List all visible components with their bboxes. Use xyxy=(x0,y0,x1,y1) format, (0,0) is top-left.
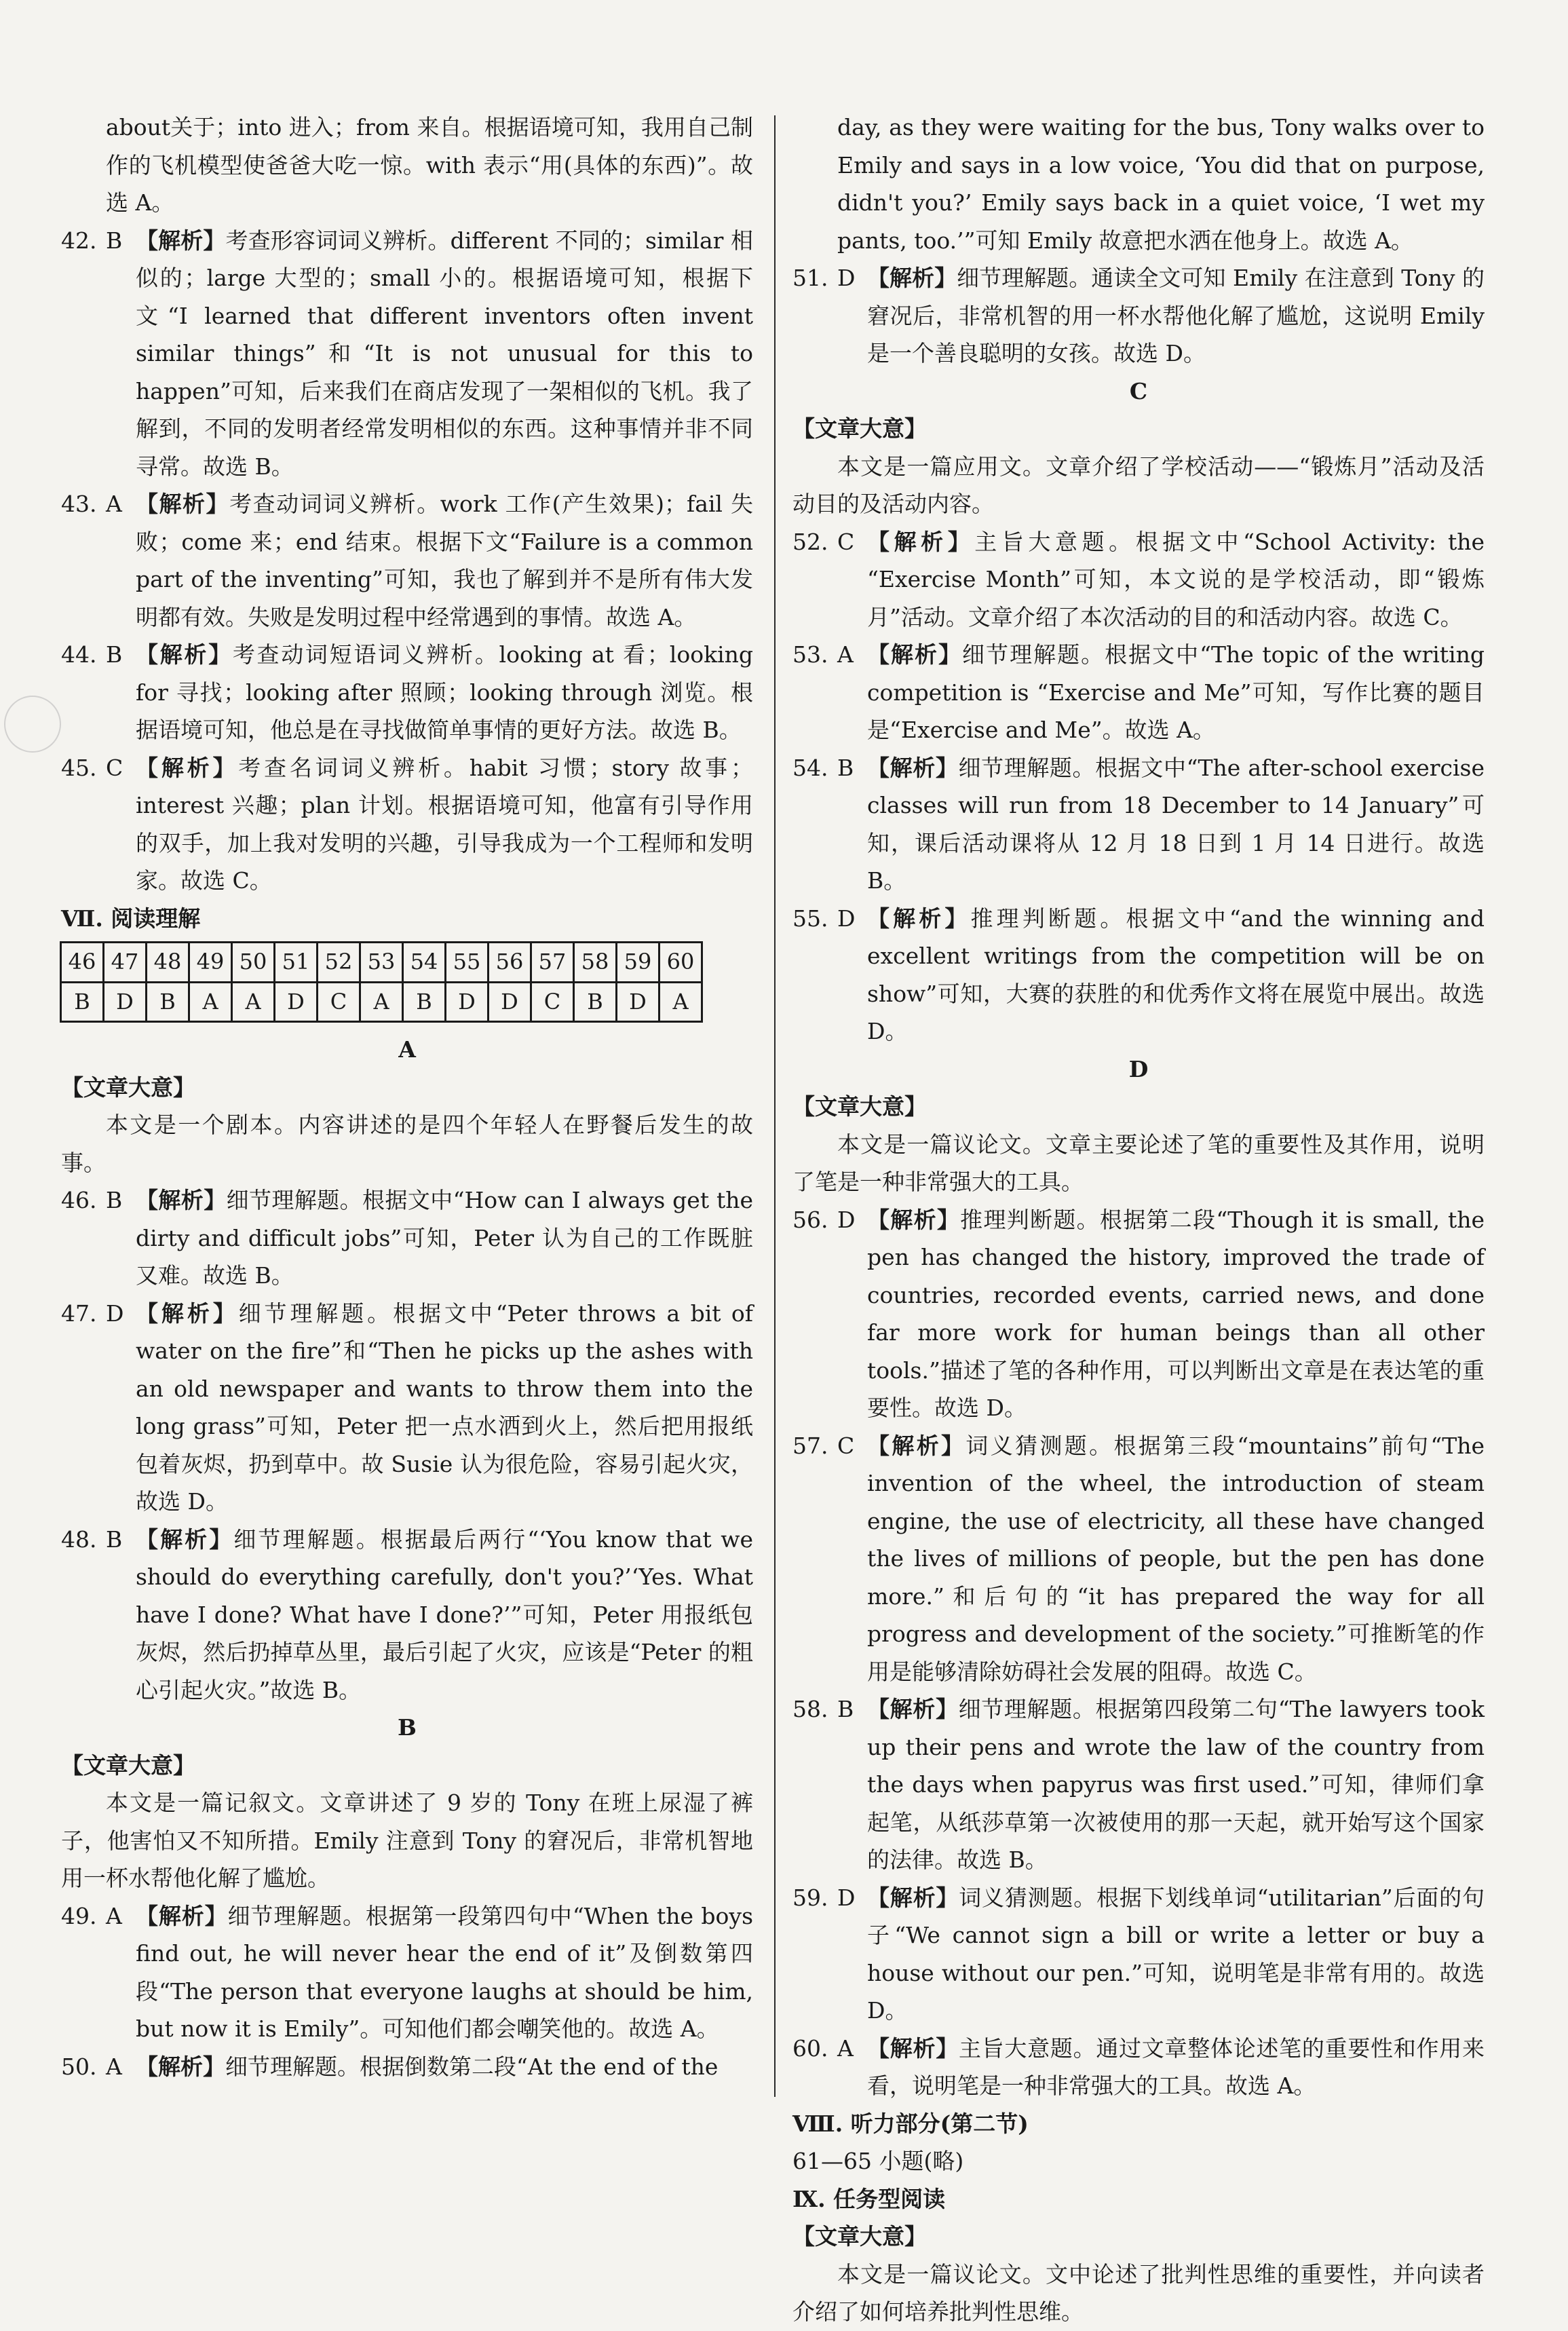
answer-letter: B xyxy=(106,1525,123,1553)
grid-number: 58 xyxy=(574,943,617,983)
analysis-text: 推理判断题。根据文中“and the winning and excellent writings from the competition will be on show”可知，大赛的获胜的和优秀作文将在展览中展出。故选 D。 xyxy=(867,905,1485,1044)
grid-answer: C xyxy=(318,982,360,1022)
grid-answer: A xyxy=(659,982,702,1022)
analysis-tag: 【解析】 xyxy=(136,1525,234,1553)
analysis-text: 细节理解题。通读全文可知 Emily 在注意到 Tony 的窘况后，非常机智的用一杯水帮他化解了尴尬，这说明 Emily 是一个善良聪明的女孩。故选 D。 xyxy=(867,265,1485,366)
grid-answer: A xyxy=(232,982,275,1022)
question-number: 57. xyxy=(792,1432,828,1459)
question-54 xyxy=(792,749,1485,900)
grid-answer: D xyxy=(446,982,489,1022)
answer-letter: D xyxy=(837,1206,856,1233)
analysis-text: 细节理解题。根据文中“Peter throws a bit of water on the fire”和“Then he picks up the ashes with an old newspaper and wants to throw them into the long grass”可知，Peter 把一点水洒到火上，然后把用报纸包着灰烬，扔到草中。故 Susie 认为很危险，容易引起火灾，故选 D。 xyxy=(136,1300,753,1515)
left-column xyxy=(61,109,753,2085)
analysis-text: 考查动词短语词义辨析。looking at 看；looking for 寻找；looking after 照顾；looking through 浏览。根据语境可知，他总是在寻找做简单事情的更好方法。故选 B。 xyxy=(136,641,753,743)
section-task-reading-heading: Ⅸ. 任务型阅读 xyxy=(792,2185,946,2212)
question-number: 43. xyxy=(61,491,97,517)
question-48 xyxy=(61,1521,753,1709)
analysis-tag: 【解析】 xyxy=(136,754,239,781)
analysis-text: 考查形容词词义辨析。different 不同的；similar 相似的；large 大型的；small 小的。根据语境可知，根据下文“I learned that different inventors often invent similar things”和“It is not unusual for this to happen”可知，后来我们在商店发现了一架相似的飞机。我了解到，不同的发明者经常发明相似的东西。这种事情并非不同寻常。故选 B。 xyxy=(136,227,753,480)
answer-letter: D xyxy=(837,1884,856,1911)
question-46 xyxy=(61,1181,753,1295)
grid-number: 46 xyxy=(61,943,104,983)
grid-number: 52 xyxy=(318,943,360,983)
grid-number: 55 xyxy=(446,943,489,983)
question-43 xyxy=(61,485,753,636)
question-44 xyxy=(61,636,753,749)
question-number: 53. xyxy=(792,641,828,668)
analysis-text: 推理判断题。根据第二段“Though it is small, the pen has changed the history, improved the trade of countries, recorded events, carried news, and done far more work for human beings than all other tools.”描述了笔的各种作用，可以判断出文章是在表达笔的重要性。故选 D。 xyxy=(867,1206,1485,1421)
part-a-heading: A xyxy=(398,1036,416,1063)
grid-answer: B xyxy=(61,982,104,1022)
answer-letter: C xyxy=(837,1432,855,1459)
analysis-tag: 【解析】 xyxy=(136,2053,225,2080)
summary-text: 本文是一篇议论文。文中论述了批判性思维的重要性，并向读者介绍了如何培养批判性思维。 xyxy=(792,2260,1485,2325)
question-49 xyxy=(61,1897,753,2048)
question-number: 47. xyxy=(61,1300,97,1327)
grid-number: 57 xyxy=(531,943,574,983)
grid-number: 49 xyxy=(189,943,232,983)
grid-answer: D xyxy=(104,982,147,1022)
summary-heading: 【文章大意】 xyxy=(792,2223,927,2250)
question-number: 58. xyxy=(792,1696,828,1722)
grid-number: 56 xyxy=(489,943,531,983)
analysis-text: 细节理解题。根据第一段第四句中“When the boys find out, he will never hear the end of it”及倒数第四段“The person that everyone laughs at should be him, but now it is Emily”。可知他们都会嘲笑他的。故选 A。 xyxy=(136,1902,754,2042)
analysis-text: 考查名词词义辨析。habit 习惯；story 故事；interest 兴趣；plan 计划。根据语境可知，他富有引导作用的双手，加上我对发明的兴趣，引导我成为一个工程师和发明家。故选 C。 xyxy=(136,754,753,894)
analysis-tag: 【解析】 xyxy=(867,1432,966,1459)
question-number: 48. xyxy=(61,1525,97,1553)
grid-answer: A xyxy=(360,982,403,1022)
answer-letter: B xyxy=(106,227,123,254)
question-number: 46. xyxy=(61,1187,97,1213)
part-c-heading: C xyxy=(1129,377,1148,404)
question-45 xyxy=(61,749,753,900)
summary-text: 本文是一篇记叙文。文章讲述了 9 岁的 Tony 在班上尿湿了裤子，他害怕又不知所措。Emily 注意到 Tony 的窘况后，非常机智地用一杯水帮他化解了尴尬。 xyxy=(61,1789,753,1891)
question-number: 49. xyxy=(61,1902,97,1929)
analysis-tag: 【解析】 xyxy=(867,1884,959,1911)
analysis-text: 细节理解题。根据文中“The topic of the writing competition is “Exercise and Me”可知，写作比赛的题目是“Exercise and Me”。故选 A。 xyxy=(867,641,1485,743)
analysis-tag: 【解析】 xyxy=(867,265,957,291)
analysis-tag: 【解析】 xyxy=(867,2034,959,2062)
analysis-text: 词义猜测题。根据第三段“mountains”前句“The invention of the wheel, the introduction of steam engine, the use of electricity, all these have changed the lives of millions of people, but the pen has done more.”和后句的“it has prepared the way for all progress and development of the society.”可推断笔的作用是能够清除妨碍社会发展的阻碍。故选 C。 xyxy=(867,1432,1485,1685)
analysis-tag: 【解析】 xyxy=(136,1187,227,1213)
grid-answer: B xyxy=(403,982,446,1022)
answer-letter: D xyxy=(106,1300,124,1327)
question-60 xyxy=(792,2030,1485,2105)
analysis-tag: 【解析】 xyxy=(867,528,975,555)
grid-number: 60 xyxy=(659,943,702,983)
summary-text: 本文是一篇议论文。文章主要论述了笔的重要性及其作用，说明了笔是一种非常强大的工具。 xyxy=(792,1131,1485,1195)
grid-number: 54 xyxy=(403,943,446,983)
question-number: 44. xyxy=(61,641,97,668)
section-listening-heading: Ⅷ. 听力部分(第二节) xyxy=(792,2110,1029,2137)
analysis-tag: 【解析】 xyxy=(867,641,963,668)
part-b-heading: B xyxy=(398,1714,417,1741)
question-number: 55. xyxy=(792,905,828,932)
summary-heading: 【文章大意】 xyxy=(61,1074,195,1101)
grid-number: 51 xyxy=(275,943,318,983)
question-50-continued: day, as they were waiting for the bus, Tony walks over to Emily and says in a low voice, ‘You did that on purpose, didn't you?’ Emily says back in a quiet voice, ‘I wet my pants, too.’”可知 Emily 故意把水洒在他身上。故选 A。 xyxy=(837,114,1485,254)
question-51 xyxy=(792,259,1485,373)
question-number: 45. xyxy=(61,754,97,781)
column-divider xyxy=(774,115,776,2097)
question-59 xyxy=(792,1879,1485,2030)
grid-number: 53 xyxy=(360,943,403,983)
question-55 xyxy=(792,900,1485,1050)
answer-letter: A xyxy=(106,1902,122,1929)
answer-letter: D xyxy=(837,905,856,932)
grid-number: 47 xyxy=(104,943,147,983)
grid-answer: D xyxy=(617,982,659,1022)
analysis-tag: 【解析】 xyxy=(136,1902,228,1929)
summary-heading: 【文章大意】 xyxy=(792,415,927,442)
answer-grid-numbers-row xyxy=(61,943,702,983)
analysis-tag: 【解析】 xyxy=(136,227,226,254)
answer-letter: B xyxy=(106,1187,123,1213)
question-52 xyxy=(792,523,1485,637)
question-number: 50. xyxy=(61,2053,97,2080)
question-42 xyxy=(61,222,753,486)
analysis-text: 细节理解题。根据倒数第二段“At the end of the xyxy=(225,2053,719,2080)
answer-letter: A xyxy=(837,641,854,668)
question-number: 42. xyxy=(61,227,97,254)
answer-letter: C xyxy=(106,754,123,781)
summary-heading: 【文章大意】 xyxy=(792,1093,927,1120)
analysis-tag: 【解析】 xyxy=(136,1300,239,1327)
analysis-tag: 【解析】 xyxy=(136,641,233,668)
analysis-text: 细节理解题。根据文中“The after-school exercise classes will run from 18 December to 14 January”可知，课后活动课将从 12 月 18 日到 1 月 14 日进行。故选 B。 xyxy=(867,754,1485,894)
question-number: 52. xyxy=(792,528,828,555)
answer-grid-answers-row xyxy=(61,982,702,1022)
answer-letter: B xyxy=(837,1696,854,1722)
summary-text: 本文是一篇应用文。文章介绍了学校活动——“锻炼月”活动及活动目的及活动内容。 xyxy=(792,453,1485,517)
watermark-stamp xyxy=(4,696,61,753)
answer-letter: B xyxy=(106,641,123,668)
answer-letter: D xyxy=(837,265,856,291)
question-50 xyxy=(61,2048,753,2086)
analysis-tag: 【解析】 xyxy=(136,491,230,517)
grid-number: 48 xyxy=(147,943,189,983)
question-53 xyxy=(792,636,1485,749)
grid-number: 59 xyxy=(617,943,659,983)
question-number: 51. xyxy=(792,265,828,291)
analysis-tag: 【解析】 xyxy=(867,754,959,781)
analysis-text: 考查动词词义辨析。work 工作(产生效果)；fail 失败；come 来；end 结束。根据下文“Failure is a common part of the inventing”可知，我也了解到并不是所有伟大发明都有效。失败是发明过程中经常遇到的事情。故选 A。 xyxy=(136,491,753,630)
grid-answer: B xyxy=(147,982,189,1022)
question-58 xyxy=(792,1690,1485,1879)
grid-number: 50 xyxy=(232,943,275,983)
analysis-text: 主旨大意题。根据文中“School Activity: the “Exercise Month”可知，本文说的是学校活动，即“锻炼月”活动。文章介绍了本次活动的目的和活动内容。故选 C。 xyxy=(867,528,1485,630)
question-number: 60. xyxy=(792,2034,828,2062)
grid-answer: C xyxy=(531,982,574,1022)
summary-text: 本文是一个剧本。内容讲述的是四个年轻人在野餐后发生的故事。 xyxy=(61,1112,753,1176)
listening-note: 61—65 小题(略) xyxy=(792,2148,964,2174)
grid-answer: D xyxy=(275,982,318,1022)
intro-text: about关于；into 进入；from 来自。根据语境可知，我用自己制作的飞机模型使爸爸大吃一惊。with 表示“用(具体的东西)”。故选 A。 xyxy=(106,114,753,216)
question-number: 59. xyxy=(792,1884,828,1911)
question-56 xyxy=(792,1201,1485,1427)
question-47 xyxy=(61,1295,753,1521)
analysis-text: 细节理解题。根据第四段第二句“The lawyers took up their pens and wrote the law of the country from the days when papyrus was first used.”可知，律师们拿起笔，从纸莎草第一次被使用的那一天起，就开始写这个国家的法律。故选 B。 xyxy=(867,1696,1485,1873)
grid-answer: D xyxy=(489,982,531,1022)
question-number: 56. xyxy=(792,1206,828,1233)
part-d-heading: D xyxy=(1128,1055,1149,1082)
answer-letter: B xyxy=(837,754,854,781)
analysis-tag: 【解析】 xyxy=(867,905,971,932)
answer-letter: C xyxy=(837,528,855,555)
answer-letter: A xyxy=(837,2034,854,2062)
answer-letter: A xyxy=(106,491,122,517)
analysis-text: 主旨大意题。通过文章整体论述笔的重要性和作用来看，说明笔是一种非常强大的工具。故选 A。 xyxy=(867,2034,1485,2099)
grid-answer: A xyxy=(189,982,232,1022)
answer-letter: A xyxy=(106,2053,122,2080)
grid-answer: B xyxy=(574,982,617,1022)
answer-grid xyxy=(60,941,703,1023)
right-column xyxy=(792,109,1485,2331)
analysis-tag: 【解析】 xyxy=(867,1696,959,1722)
question-57 xyxy=(792,1427,1485,1691)
question-number: 54. xyxy=(792,754,828,781)
analysis-tag: 【解析】 xyxy=(867,1206,961,1233)
analysis-text: 细节理解题。根据文中“How can I always get the dirty and difficult jobs”可知，Peter 认为自己的工作既脏又难。故选 B。 xyxy=(136,1187,754,1289)
analysis-text: 词义猜测题。根据下划线单词“utilitarian”后面的句子“We cannot sign a bill or write a letter or buy a house without our pen.”可知，说明笔是非常有用的。故选 D。 xyxy=(867,1884,1485,2024)
section-reading-heading: Ⅶ. 阅读理解 xyxy=(61,905,201,932)
analysis-text: 细节理解题。根据最后两行“‘You know that we should do everything carefully, don't you?’‘Yes. What have I done? What have I done?’”可知，Peter 用报纸包灰烬，然后扔掉草丛里，最后引起了火灾，应该是“Peter 的粗心引起火灾。”故选 B。 xyxy=(136,1525,753,1703)
summary-heading: 【文章大意】 xyxy=(61,1751,195,1779)
